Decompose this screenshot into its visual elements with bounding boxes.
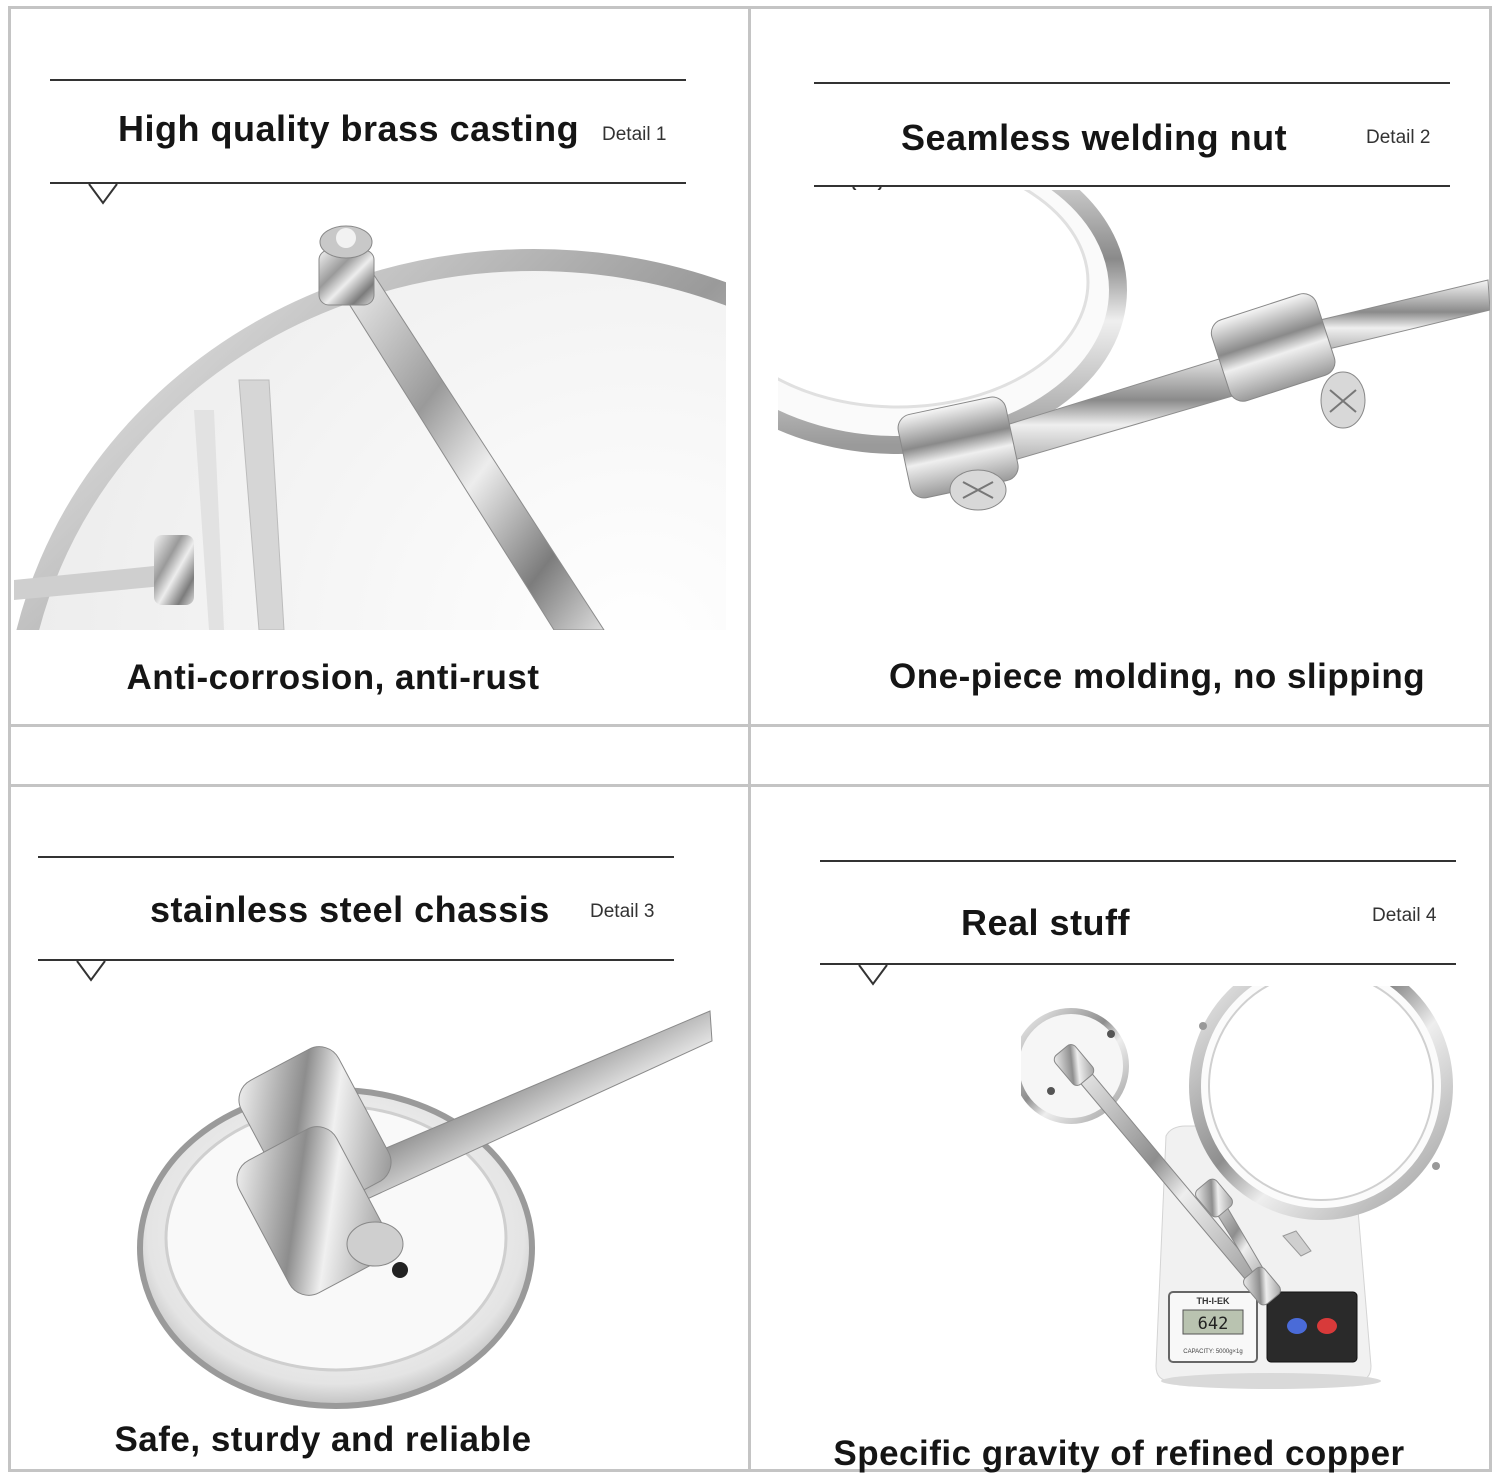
panel-caption: Safe, sturdy and reliable: [114, 1420, 532, 1459]
wall-base-photo: [20, 986, 732, 1410]
detail-tag: Detail 1: [602, 124, 667, 145]
pointer-caret-icon: [76, 960, 106, 982]
panel-title: stainless steel chassis: [150, 889, 550, 930]
scale-capacity: CAPACITY: 5000g×1g: [1183, 1349, 1243, 1355]
bottom-rule: [814, 185, 1450, 187]
detail-panel-4: [751, 786, 1492, 1472]
bottom-rule: [50, 182, 686, 184]
detail-panel-3: [0, 786, 750, 1472]
detail-tag: Detail 4: [1372, 905, 1437, 926]
top-rule: [50, 79, 686, 81]
detail-panel-1: [0, 0, 750, 725]
top-rule: [38, 856, 674, 858]
pointer-caret-icon: [858, 964, 888, 986]
scale-reading: 642: [1197, 1314, 1229, 1334]
mirror-on-scale-photo: [1021, 986, 1461, 1396]
detail-tag: Detail 3: [590, 901, 655, 922]
bottom-rule: [820, 963, 1456, 965]
panel-caption: Anti-corrosion, anti-rust: [126, 658, 540, 697]
panel-title: Seamless welding nut: [901, 117, 1288, 158]
detail-tag: Detail 2: [1366, 127, 1431, 148]
bottom-rule: [38, 959, 674, 961]
brass-frame-photo: [14, 220, 726, 630]
pointer-caret-icon: [88, 183, 118, 205]
top-rule: [820, 860, 1456, 862]
panel-caption: Specific gravity of refined copper: [833, 1434, 1405, 1473]
detail-panel-2: [751, 0, 1492, 725]
scale-brand: TH-I-EK: [1196, 1296, 1230, 1306]
top-rule: [814, 82, 1450, 84]
swing-arm-photo: [778, 190, 1490, 636]
panel-title: Real stuff: [961, 902, 1131, 943]
panel-caption: One-piece molding, no slipping: [889, 657, 1426, 696]
panel-title: High quality brass casting: [118, 108, 580, 149]
